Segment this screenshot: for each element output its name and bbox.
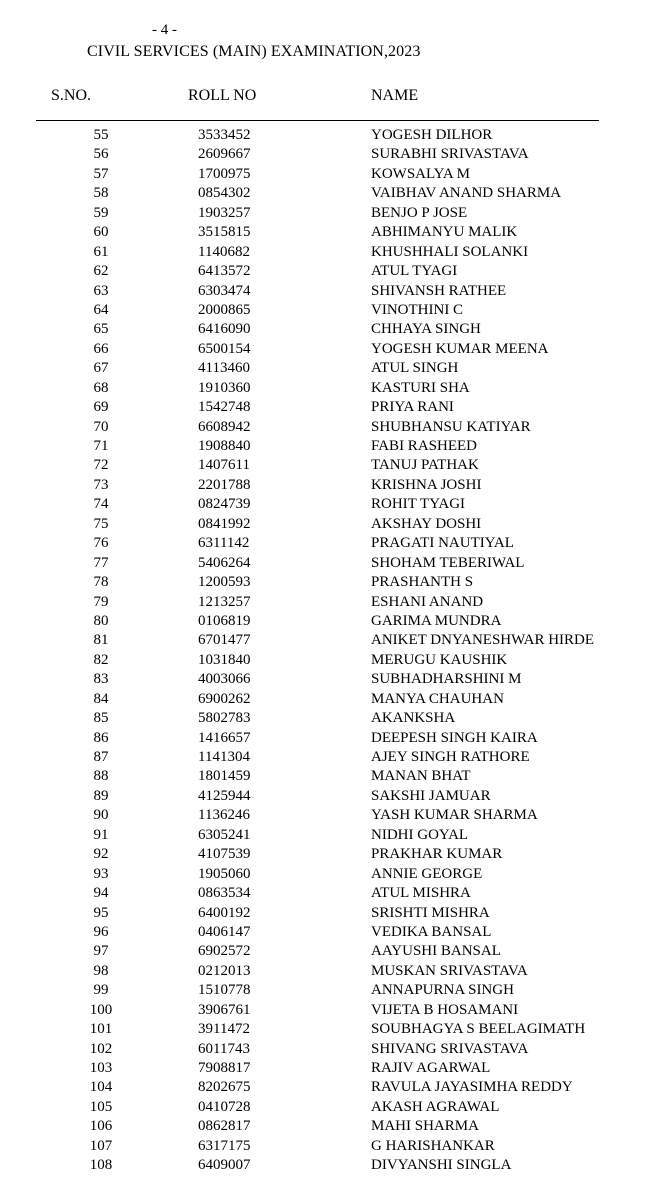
table-row xyxy=(0,845,668,864)
roll-number: 4113460 xyxy=(198,360,250,377)
serial-number: 79 xyxy=(93,593,109,610)
table-row xyxy=(0,126,668,145)
candidate-name: RAVULA JAYASIMHA REDDY xyxy=(371,1079,573,1096)
serial-number: 63 xyxy=(93,282,109,299)
candidate-name: GARIMA MUNDRA xyxy=(371,612,502,629)
serial-number: 71 xyxy=(93,438,109,454)
table-row xyxy=(0,767,668,786)
roll-number: 1542748 xyxy=(198,399,251,416)
candidate-name: ROHIT TYAGI xyxy=(371,496,466,513)
roll-number: 0854302 xyxy=(198,185,251,202)
serial-number: 82 xyxy=(93,651,109,668)
roll-number: 5406264 xyxy=(198,554,251,571)
table-row xyxy=(0,282,668,301)
candidate-name: KHUSHHALI SOLANKI xyxy=(371,243,529,260)
serial-number: 61 xyxy=(93,243,109,260)
serial-number: 91 xyxy=(93,826,109,843)
roll-number: 0410728 xyxy=(198,1098,251,1115)
candidate-name: VIJETA B HOSAMANI xyxy=(371,1001,519,1018)
roll-number: 6902572 xyxy=(198,943,251,960)
candidate-name: ESHANI ANAND xyxy=(371,593,484,610)
roll-number: 0824739 xyxy=(198,496,251,513)
serial-number: 69 xyxy=(93,399,109,416)
table-row xyxy=(0,593,668,612)
serial-number: 73 xyxy=(93,476,109,493)
serial-number: 104 xyxy=(89,1079,113,1096)
candidate-name: VINOTHINI C xyxy=(371,301,464,318)
candidate-name: SHOHAM TEBERIWAL xyxy=(371,554,525,571)
table-row xyxy=(0,904,668,923)
table-row xyxy=(0,145,668,164)
roll-number: 1213257 xyxy=(198,593,251,610)
roll-number: 3533452 xyxy=(198,127,251,143)
table-row xyxy=(0,379,668,398)
candidate-name: SHUBHANSU KATIYAR xyxy=(371,418,531,435)
results-list xyxy=(0,126,668,1176)
serial-number: 90 xyxy=(93,807,109,824)
candidate-name: VEDIKA BANSAL xyxy=(371,923,492,940)
table-row xyxy=(0,1001,668,1020)
roll-number: 6317175 xyxy=(198,1137,251,1154)
serial-number: 75 xyxy=(93,515,109,532)
candidate-name: SAKSHI JAMUAR xyxy=(371,787,491,804)
roll-number: 6409007 xyxy=(198,1157,251,1174)
serial-number: 83 xyxy=(93,671,109,688)
table-row xyxy=(0,398,668,417)
header-divider xyxy=(36,120,599,121)
serial-number: 60 xyxy=(93,224,109,241)
table-row xyxy=(0,573,668,592)
candidate-name: FABI RASHEED xyxy=(371,438,477,454)
serial-number: 88 xyxy=(93,768,109,785)
candidate-name: SOUBHAGYA S BEELAGIMATH xyxy=(371,1021,586,1038)
serial-number: 62 xyxy=(93,263,109,280)
serial-number: 56 xyxy=(93,146,109,163)
table-row xyxy=(0,865,668,884)
serial-number: 95 xyxy=(93,904,109,921)
roll-number: 1801459 xyxy=(198,768,251,785)
table-row xyxy=(0,243,668,262)
candidate-name: MANAN BHAT xyxy=(371,768,471,785)
serial-number: 74 xyxy=(93,496,109,513)
table-row xyxy=(0,418,668,437)
serial-number: 103 xyxy=(89,1060,113,1076)
table-row xyxy=(0,612,668,631)
table-row xyxy=(0,981,668,1000)
serial-number: 59 xyxy=(93,204,109,221)
serial-number: 67 xyxy=(93,360,109,377)
serial-number: 58 xyxy=(93,185,109,202)
roll-number: 1905060 xyxy=(198,865,251,882)
table-row xyxy=(0,301,668,320)
table-row xyxy=(0,923,668,942)
candidate-name: YOGESH DILHOR xyxy=(371,127,493,143)
serial-number: 68 xyxy=(93,379,109,396)
candidate-name: AAYUSHI BANSAL xyxy=(371,943,501,960)
candidate-name: KASTURI SHA xyxy=(371,379,470,396)
roll-number: 1416657 xyxy=(198,729,251,746)
roll-number: 4107539 xyxy=(198,846,251,863)
roll-number: 0406147 xyxy=(198,923,251,940)
roll-number: 3911472 xyxy=(198,1021,250,1038)
candidate-name: PRIYA RANI xyxy=(371,399,454,416)
candidate-name: SHIVANSH RATHEE xyxy=(371,282,507,299)
table-row xyxy=(0,651,668,670)
candidate-name: PRASHANTH S xyxy=(371,574,474,591)
serial-number: 93 xyxy=(93,865,109,882)
roll-number: 0106819 xyxy=(198,612,251,629)
table-row xyxy=(0,456,668,475)
serial-number: 57 xyxy=(93,165,109,182)
roll-number: 5802783 xyxy=(198,710,251,727)
serial-number: 65 xyxy=(93,321,109,338)
candidate-name: PRAGATI NAUTIYAL xyxy=(371,535,514,552)
table-row xyxy=(0,320,668,339)
candidate-name: TANUJ PATHAK xyxy=(371,457,479,474)
serial-number: 70 xyxy=(93,418,109,435)
table-row xyxy=(0,942,668,961)
table-row xyxy=(0,1137,668,1156)
table-row xyxy=(0,476,668,495)
roll-number: 6305241 xyxy=(198,826,251,843)
candidate-name: ATUL TYAGI xyxy=(371,263,458,280)
serial-number: 64 xyxy=(93,301,109,318)
candidate-name: ATUL SINGH xyxy=(371,360,459,377)
candidate-name: ANNAPURNA SINGH xyxy=(371,982,514,999)
table-row xyxy=(0,495,668,514)
serial-number: 94 xyxy=(93,885,109,902)
roll-number: 1908840 xyxy=(198,438,251,454)
serial-number: 84 xyxy=(93,690,109,707)
serial-number: 107 xyxy=(89,1137,113,1154)
table-row xyxy=(0,690,668,709)
roll-number: 1136246 xyxy=(198,807,250,824)
roll-number: 2201788 xyxy=(198,476,251,493)
table-row xyxy=(0,554,668,573)
candidate-name: SUBHADHARSHINI M xyxy=(371,671,522,688)
serial-number: 89 xyxy=(93,787,109,804)
roll-number: 8202675 xyxy=(198,1079,251,1096)
column-header-sno: S.NO. xyxy=(51,87,92,104)
table-row xyxy=(0,806,668,825)
serial-number: 77 xyxy=(93,554,109,571)
roll-number: 4125944 xyxy=(198,787,251,804)
roll-number: 2609667 xyxy=(198,146,251,163)
candidate-name: G HARISHANKAR xyxy=(371,1137,495,1154)
serial-number: 92 xyxy=(93,846,109,863)
roll-number: 2000865 xyxy=(198,301,251,318)
table-row xyxy=(0,962,668,981)
roll-number: 1407611 xyxy=(198,457,250,474)
candidate-name: DEEPESH SINGH KAIRA xyxy=(371,729,538,746)
candidate-name: AKANKSHA xyxy=(371,710,456,727)
roll-number: 1700975 xyxy=(198,165,251,182)
candidate-name: ANIKET DNYANESHWAR HIRDE xyxy=(371,632,595,649)
table-row xyxy=(0,1040,668,1059)
roll-number: 6900262 xyxy=(198,690,251,707)
serial-number: 105 xyxy=(89,1098,113,1115)
roll-number: 0863534 xyxy=(198,885,251,902)
table-row xyxy=(0,1059,668,1078)
table-row xyxy=(0,1117,668,1136)
candidate-name: ANNIE GEORGE xyxy=(371,865,483,882)
table-row xyxy=(0,184,668,203)
roll-number: 0212013 xyxy=(198,962,251,979)
table-row xyxy=(0,1078,668,1097)
candidate-name: AKSHAY DOSHI xyxy=(371,515,482,532)
table-row xyxy=(0,1020,668,1039)
table-row xyxy=(0,1156,668,1175)
candidate-name: AKASH AGRAWAL xyxy=(371,1098,500,1115)
serial-number: 87 xyxy=(93,749,109,765)
serial-number: 55 xyxy=(93,127,109,143)
roll-number: 1031840 xyxy=(198,651,251,668)
serial-number: 76 xyxy=(93,535,109,552)
table-row xyxy=(0,340,668,359)
candidate-name: YOGESH KUMAR MEENA xyxy=(371,340,549,357)
roll-number: 6701477 xyxy=(198,632,251,649)
table-row xyxy=(0,826,668,845)
serial-number: 78 xyxy=(93,574,109,591)
roll-number: 1903257 xyxy=(198,204,251,221)
table-row xyxy=(0,165,668,184)
roll-number: 1910360 xyxy=(198,379,251,396)
table-row xyxy=(0,534,668,553)
table-row xyxy=(0,631,668,650)
candidate-name: PRAKHAR KUMAR xyxy=(371,846,503,863)
candidate-name: VAIBHAV ANAND SHARMA xyxy=(371,185,562,202)
roll-number: 1200593 xyxy=(198,574,251,591)
table-row xyxy=(0,1098,668,1117)
candidate-name: MANYA CHAUHAN xyxy=(371,690,504,707)
table-row xyxy=(0,262,668,281)
table-row xyxy=(0,884,668,903)
page-title: CIVIL SERVICES (MAIN) EXAMINATION,2023 xyxy=(87,43,421,60)
roll-number: 6608942 xyxy=(198,418,251,435)
roll-number: 6416090 xyxy=(198,321,251,338)
serial-number: 99 xyxy=(93,982,109,999)
serial-number: 72 xyxy=(93,457,109,474)
roll-number: 6500154 xyxy=(198,340,251,357)
candidate-name: CHHAYA SINGH xyxy=(371,321,481,338)
candidate-name: ATUL MISHRA xyxy=(371,885,471,902)
serial-number: 108 xyxy=(89,1157,113,1174)
candidate-name: KOWSALYA M xyxy=(371,165,470,182)
table-row xyxy=(0,204,668,223)
serial-number: 102 xyxy=(89,1040,113,1057)
table-row xyxy=(0,359,668,378)
serial-number: 66 xyxy=(93,340,109,357)
roll-number: 0841992 xyxy=(198,515,251,532)
candidate-name: SRISHTI MISHRA xyxy=(371,904,490,921)
serial-number: 85 xyxy=(93,710,109,727)
candidate-name: SURABHI SRIVASTAVA xyxy=(371,146,529,163)
candidate-name: AJEY SINGH RATHORE xyxy=(371,749,530,765)
table-row xyxy=(0,223,668,242)
candidate-name: KRISHNA JOSHI xyxy=(371,476,482,493)
roll-number: 6311142 xyxy=(198,535,250,552)
roll-number: 6413572 xyxy=(198,263,251,280)
column-header-roll-no: ROLL NO xyxy=(188,87,257,104)
serial-number: 86 xyxy=(93,729,109,746)
roll-number: 3515815 xyxy=(198,224,251,241)
table-row xyxy=(0,729,668,748)
roll-number: 1140682 xyxy=(198,243,250,260)
serial-number: 96 xyxy=(93,923,109,940)
roll-number: 7908817 xyxy=(198,1060,251,1076)
serial-number: 81 xyxy=(93,632,109,649)
serial-number: 80 xyxy=(93,612,109,629)
candidate-name: MUSKAN SRIVASTAVA xyxy=(371,962,528,979)
candidate-name: SHIVANG SRIVASTAVA xyxy=(371,1040,529,1057)
serial-number: 98 xyxy=(93,962,109,979)
serial-number: 100 xyxy=(89,1001,113,1018)
candidate-name: MAHI SHARMA xyxy=(371,1118,479,1135)
column-header-name: NAME xyxy=(371,87,419,104)
candidate-name: YASH KUMAR SHARMA xyxy=(371,807,538,824)
roll-number: 6400192 xyxy=(198,904,251,921)
candidate-name: NIDHI GOYAL xyxy=(371,826,469,843)
serial-number: 101 xyxy=(89,1021,113,1038)
page-number: - 4 - xyxy=(152,22,177,38)
candidate-name: MERUGU KAUSHIK xyxy=(371,651,508,668)
roll-number: 1141304 xyxy=(198,749,250,765)
table-row xyxy=(0,709,668,728)
roll-number: 6011743 xyxy=(198,1040,250,1057)
table-row xyxy=(0,787,668,806)
serial-number: 97 xyxy=(93,943,109,960)
roll-number: 4003066 xyxy=(198,671,251,688)
candidate-name: DIVYANSHI SINGLA xyxy=(371,1157,512,1174)
table-row xyxy=(0,515,668,534)
candidate-name: RAJIV AGARWAL xyxy=(371,1060,491,1076)
roll-number: 1510778 xyxy=(198,982,251,999)
serial-number: 106 xyxy=(89,1118,113,1135)
candidate-name: BENJO P JOSE xyxy=(371,204,468,221)
roll-number: 6303474 xyxy=(198,282,251,299)
table-row xyxy=(0,670,668,689)
roll-number: 3906761 xyxy=(198,1001,251,1018)
candidate-name: ABHIMANYU MALIK xyxy=(371,224,518,241)
roll-number: 0862817 xyxy=(198,1118,251,1135)
table-row xyxy=(0,437,668,456)
table-row xyxy=(0,748,668,767)
